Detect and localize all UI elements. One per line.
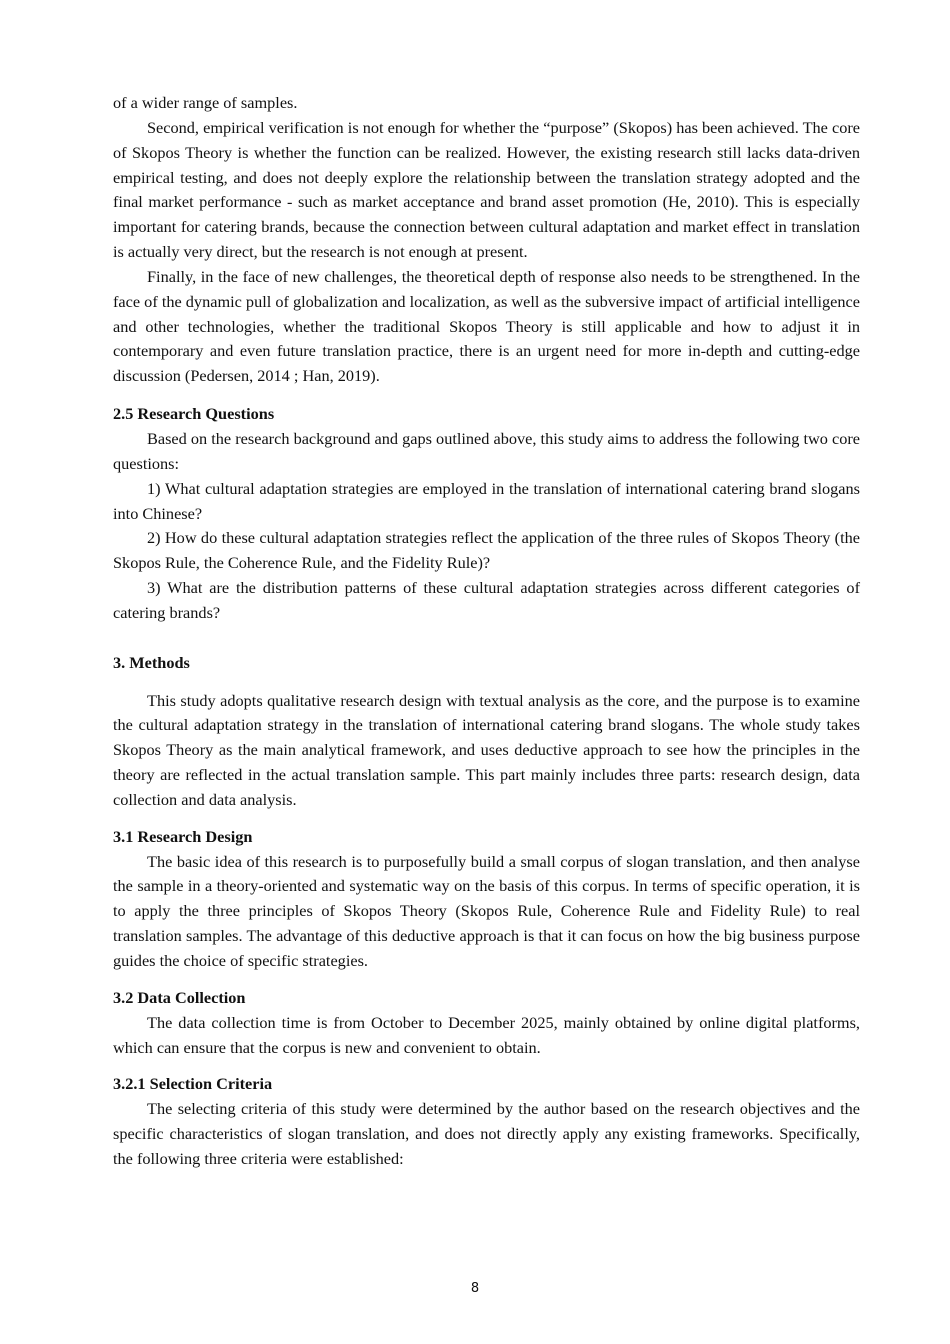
page-number: 8 xyxy=(470,1281,480,1296)
paragraph-selection-criteria: The selecting criteria of this study were determined by the author based on the research objectives and the specific characteristics of slogan translation, and does not directly apply any existing frameworks. Specifically, the following three criteria were established: xyxy=(113,1099,860,1168)
research-question-2: 2) How do these cultural adaptation strategies reflect the application of the three rules of Skopos Theory (the Skopos Rule, the Coherence Rule, and the Fidelity Rule)? xyxy=(113,528,860,573)
heading-research-questions: 2.5 Research Questions xyxy=(113,404,275,424)
paragraph-new-challenges: Finally, in the face of new challenges, the theoretical depth of response also needs to be strengthened. In the face of the dynamic pull of globalization and localization, as well as the subversive impact of artificial intelligence and other technologies, whether the traditional Skopos Theory is still applicable and how to adjust it in contemporary and even future translation practice, there is an urgent need for more in-depth and cutting-edge discussion (Pedersen, 2014 ; Han, 2019). xyxy=(113,266,860,386)
paragraph-methods-intro: This study adopts qualitative research design with textual analysis as the core, and the purpose is to examine the cultural adaptation strategy in the translation of international catering brand slogans. The whole study takes Skopos Theory as the main analytical framework, and uses deductive approach to see how the principles in the theory are reflected in the actual translation sample. This part mainly includes three parts: research design, data collection and data analysis. xyxy=(113,690,860,809)
heading-research-design: 3.1 Research Design xyxy=(113,826,253,846)
research-question-3: 3) What are the distribution patterns of these cultural adaptation strategies across different categories of catering brands? xyxy=(113,578,860,622)
heading-data-collection: 3.2 Data Collection xyxy=(113,987,246,1007)
document-body xyxy=(113,91,860,1172)
paragraph-continued: of a wider range of samples. xyxy=(113,93,298,112)
paragraph-research-questions-intro: Based on the research background and gaps outlined above, this study aims to address the following two core questions: xyxy=(113,428,860,473)
paragraph-research-design: The basic idea of this research is to purposefully build a small corpus of slogan translation, and then analyse the sample in a theory-oriented and systematic way on the basis of this corpus. In terms of specific operation, it is to apply the three principles of Skopos Theory (Skopos Rule, Coherence Rule and Fidelity Rule) to real translation samples. The advantage of this deductive approach is that it can focus on how the big business purpose guides the choice of specific strategies. xyxy=(113,851,860,970)
research-question-1: 1) What cultural adaptation strategies are employed in the translation of international catering brand slogans into Chinese? xyxy=(113,478,860,523)
heading-selection-criteria: 3.2.1 Selection Criteria xyxy=(113,1074,273,1094)
paragraph-data-collection: The data collection time is from October to December 2025, mainly obtained by online digital platforms, which can ensure that the corpus is new and convenient to obtain. xyxy=(113,1012,860,1057)
paragraph-empirical-verification: Second, empirical verification is not enough for whether the “purpose” (Skopos) has been achieved. The core of Skopos Theory is whether the function can be realized. However, the existing research still lacks data-driven empirical testing, and does not deeply explore the relationship between the translation strategy adopted and the final market performance - such as market acceptance and brand asset promotion (He, 2010). This is especially important for catering brands, because the connection between cultural adaptation and market effect in translation is actually very direct, but the research is not enough at present. xyxy=(113,117,860,262)
heading-methods: 3. Methods xyxy=(113,652,190,672)
